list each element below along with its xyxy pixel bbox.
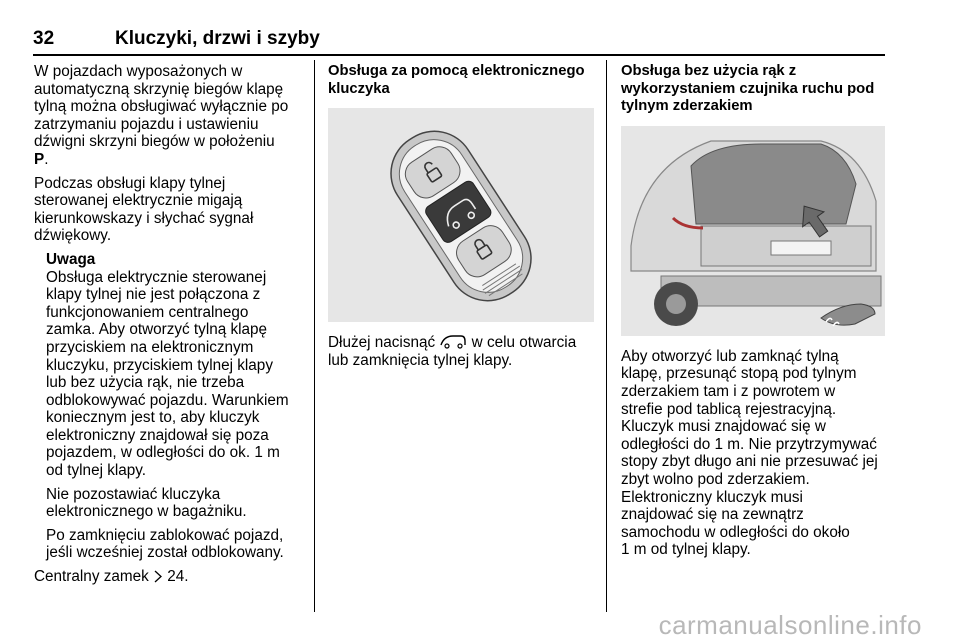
page-number: 32 bbox=[33, 28, 55, 49]
middle-column bbox=[328, 63, 596, 375]
hands-free-heading: Obsługa bez użycia rąk z wykorzystaniem czujnika ruchu pod tylnym zderzakiem bbox=[621, 63, 875, 115]
note-paragraph-3: Po zamknięciu zablokować pojazd, jeśli wcześniej został odblokowany. bbox=[46, 526, 284, 562]
watermark: carmanualsonline.info bbox=[658, 610, 922, 640]
page-title: Kluczyki, drzwi i szyby bbox=[115, 28, 320, 49]
header-divider bbox=[33, 54, 885, 56]
tailgate-icon bbox=[439, 335, 467, 349]
column-divider-right bbox=[606, 60, 607, 612]
gear-position-p: P bbox=[34, 150, 45, 168]
electronic-key-illustration bbox=[328, 108, 594, 322]
cross-reference[interactable]: Centralny zamek 24. bbox=[34, 568, 189, 586]
note-box bbox=[46, 251, 306, 562]
right-column bbox=[621, 63, 891, 565]
page-header bbox=[33, 28, 885, 50]
column-divider-left bbox=[314, 60, 315, 612]
hands-free-tailgate-illustration bbox=[621, 126, 885, 336]
intro-paragraph: W pojazdach wyposażonych w automatyczną skrzynię biegów klapę tylną można obsługiwać wyłącznie po zatrzymaniu pojazdu i ustawieniu dźwigni skrzyni biegów w położeniu P. bbox=[34, 63, 289, 168]
key-caption: Dłużej nacisnąć w celu otwarcia lub zamknięcia tylnej klapy. bbox=[328, 334, 577, 369]
key-operation-heading: Obsługa za pomocą elektronicznego kluczyka bbox=[328, 63, 585, 97]
signal-paragraph: Podczas obsługi klapy tylnej sterowanej elektrycznie migają kierunkowskazy i słychać sygnał dźwiękowy. bbox=[34, 174, 254, 245]
left-column bbox=[34, 63, 306, 592]
hands-free-instructions: Aby otworzyć lub zamknąć tylną klapę, przesunąć stopą pod tylnym zderzakiem tam i z powrotem w strefie pod tablicą rejestracyjną. Kluczyk musi znajdować się w odległości do 1 m. Nie przytrzymywać stopy zbyt długo ani nie przesuwać jej zbyt wolno pod zderzakiem. Elektroniczny kluczyk musi znajdować się na zewnątrz samochodu w odległości do około 1 m od tylnej klapy. bbox=[621, 347, 878, 559]
page-reference-arrow-icon bbox=[153, 570, 163, 583]
note-paragraph-2: Nie pozostawiać kluczyka elektronicznego w bagażniku. bbox=[46, 485, 247, 521]
note-paragraph-1: Obsługa elektrycznie sterowanej klapy tylnej nie jest połączona z funkcjonowaniem centralnego zamka. Aby otworzyć tylną klapę przyciskiem na elektronicznym kluczyku, przyciskiem tylnej klapy lub bez użycia rąk, nie trzeba odblokowywać pojazdu. Warunkiem koniecznym jest to, aby kluczyk elektroniczny znajdował się poza pojazdem, w odległości do ok. 1 m od tylnej klapy. bbox=[46, 268, 289, 480]
note-title: Uwaga bbox=[46, 250, 96, 268]
